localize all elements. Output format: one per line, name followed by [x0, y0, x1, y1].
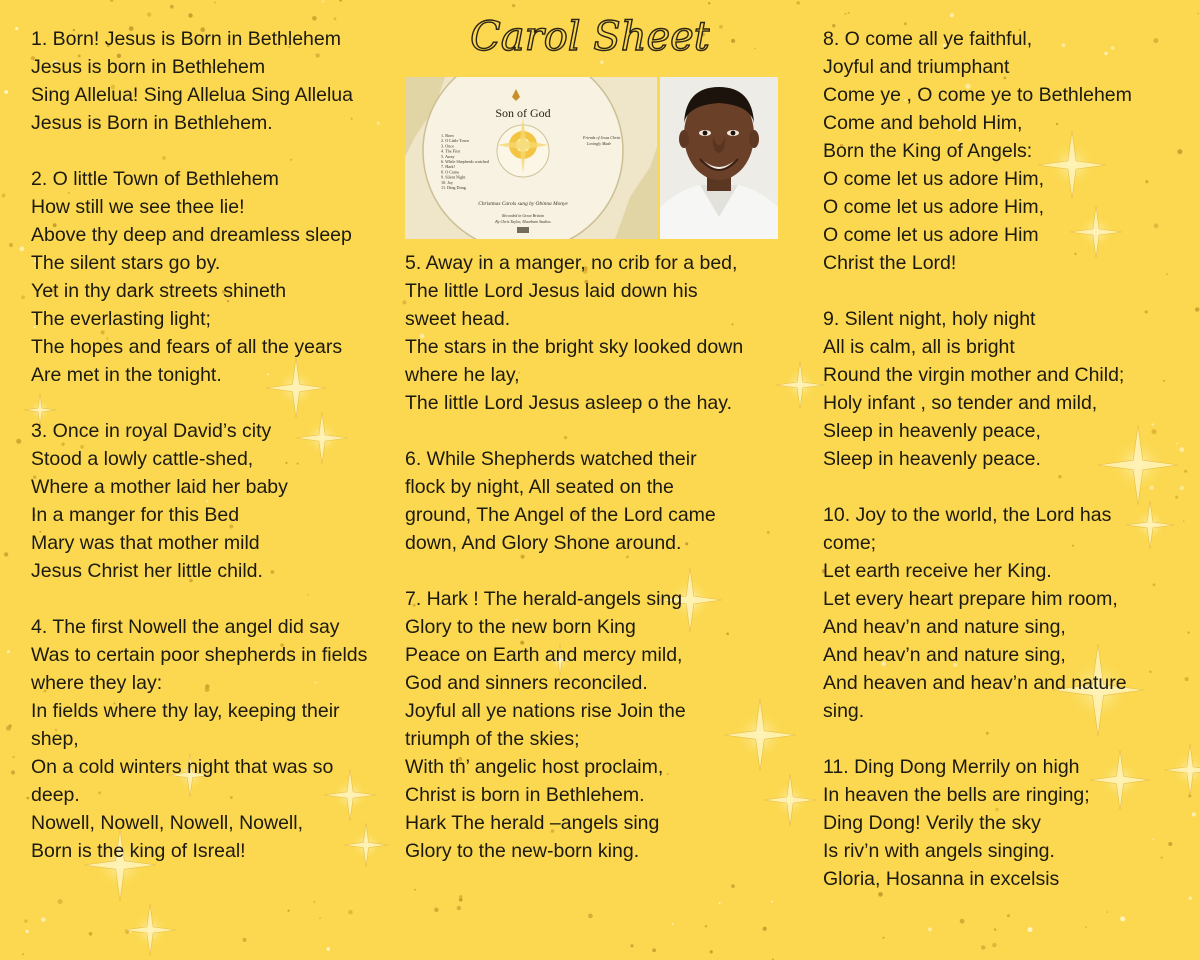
glitter-dot	[188, 13, 192, 17]
lyric-line: Christ the Lord!	[823, 252, 957, 274]
lyric-line: Glory to the new born King	[405, 616, 636, 638]
album-track: 5. Away	[441, 153, 455, 159]
glitter-dot	[588, 914, 593, 919]
lyric-line: ground, The Angel of the Lord came	[405, 504, 716, 526]
lyric-line: Round the virgin mother and Child;	[823, 364, 1125, 386]
glitter-dot	[1185, 677, 1189, 681]
glitter-dot	[434, 908, 438, 912]
lyric-line: In heaven the bells are ringing;	[823, 784, 1090, 806]
lyric-line: Joyful all ye nations rise Join the	[405, 700, 686, 722]
lyric-line: And heaven and heav’n and nature	[823, 672, 1127, 694]
lyric-line: 5. Away in a manger, no crib for a bed,	[405, 252, 738, 274]
lyric-line: Gloria, Hosanna in excelsis	[823, 868, 1060, 890]
glitter-dot	[20, 246, 25, 251]
lyric-line: The little Lord Jesus laid down his	[405, 280, 698, 302]
lyric-line: Peace on Earth and mercy mild,	[405, 644, 683, 666]
glitter-dot	[754, 48, 756, 50]
glitter-dot	[414, 889, 416, 891]
lyric-line: 3. Once in royal David’s city	[31, 420, 272, 442]
sparkle-star	[124, 904, 176, 956]
glitter-dot	[672, 923, 674, 925]
lyric-line: 8. O come all ye faithful,	[823, 28, 1033, 50]
glitter-dot	[1198, 13, 1200, 15]
lyric-line: In fields where thy lay, keeping their	[31, 700, 340, 722]
album-track: 10. Joy	[441, 179, 454, 185]
glitter-dot	[1188, 631, 1190, 633]
lyric-line: With th’ angelic host proclaim,	[405, 756, 664, 778]
glitter-dot	[2, 194, 6, 198]
glitter-dot	[459, 895, 462, 898]
album-title: Son of God	[495, 106, 551, 120]
lyric-line: All is calm, all is bright	[823, 336, 1015, 358]
carol-column-left	[31, 25, 401, 865]
glitter-dot	[11, 770, 15, 774]
stanza-gap	[31, 389, 401, 417]
lyric-line: triumph of the skies;	[405, 728, 580, 750]
stanza-gap	[31, 137, 401, 165]
glitter-dot	[21, 296, 25, 300]
lyric-line: flock by night, All seated on the	[405, 476, 674, 498]
album-caption: Christmas Carols sung by Obinna Monye	[478, 201, 568, 207]
album-credit-1: Recorded in Great Britain	[502, 213, 544, 218]
lyric-line: Ding Dong! Verily the sky	[823, 812, 1041, 834]
glitter-dot	[1028, 927, 1033, 932]
glitter-dot	[147, 12, 151, 16]
lyric-line: O come let us adore Him,	[823, 196, 1045, 218]
glitter-dot	[26, 797, 29, 800]
lyric-line: 11. Ding Dong Merrily on high	[823, 756, 1080, 778]
glitter-dot	[110, 0, 113, 2]
lyric-line: God and sinners reconciled.	[405, 672, 648, 694]
glitter-dot	[4, 90, 8, 94]
lyric-line: Sing Allelua! Sing Allelua Sing Allelua	[31, 84, 353, 106]
glitter-dot	[1106, 911, 1108, 913]
glitter-dot	[950, 13, 954, 17]
stanza-gap	[31, 585, 401, 613]
glitter-dot	[981, 945, 985, 949]
glitter-dot	[771, 901, 773, 903]
lyric-line: Hark The herald –angels sing	[405, 812, 660, 834]
glitter-dot	[41, 917, 45, 921]
glitter-dot	[1192, 812, 1196, 816]
album-track: 8. O Come	[441, 169, 460, 175]
sheet-title	[470, 4, 710, 68]
lyric-line: 6. While Shepherds watched their	[405, 448, 697, 470]
lyric-line: Above thy deep and dreamless sleep	[31, 224, 352, 246]
glitter-dot	[26, 930, 29, 933]
glitter-dot	[1120, 916, 1125, 921]
lyric-line: And heav’n and nature sing,	[823, 616, 1066, 638]
glitter-dot	[1007, 914, 1010, 917]
lyric-line: Come and behold Him,	[823, 112, 1023, 134]
lyric-line: shep,	[31, 728, 79, 750]
album-track: 7. Hark!	[441, 164, 455, 170]
glitter-dot	[960, 919, 965, 924]
glitter-dot	[312, 16, 317, 21]
album-track: 6. While Shepherds watched	[441, 159, 489, 164]
lyric-line: 2. O little Town of Bethlehem	[31, 168, 279, 190]
stanza-gap	[405, 557, 785, 585]
lyric-line: The little Lord Jesus asleep o the hay.	[405, 392, 732, 414]
lyric-line: The silent stars go by.	[31, 252, 221, 274]
glitter-dot	[322, 0, 324, 2]
glitter-dot	[994, 928, 996, 930]
lyric-line: 7. Hark ! The herald-angels sing	[405, 588, 683, 610]
glitter-dot	[58, 899, 63, 904]
lyric-line: Nowell, Nowell, Nowell, Nowell,	[31, 812, 304, 834]
album-credit-2: By Chris Taylor, Maarham Studios	[495, 219, 551, 224]
lyric-line: 10. Joy to the world, the Lord has	[823, 504, 1112, 526]
glitter-dot	[9, 243, 13, 247]
glitter-dot	[313, 901, 315, 903]
glitter-dot	[1189, 897, 1192, 900]
lyric-line: Jesus is Born in Bethlehem.	[31, 112, 273, 134]
glitter-dot	[16, 439, 21, 444]
carol-column-middle	[405, 249, 785, 865]
lyric-line: where he lay,	[405, 364, 520, 386]
glitter-dot	[731, 884, 735, 888]
lyric-line: down, And Glory Shone around.	[405, 532, 682, 554]
glitter-dot	[287, 910, 289, 912]
lyric-line: Sleep in heavenly peace.	[823, 448, 1041, 470]
glitter-dot	[459, 898, 463, 902]
lyric-line: sweet head.	[405, 308, 511, 330]
lyric-line: come;	[823, 532, 877, 554]
lyric-line: sing.	[823, 700, 865, 722]
lyric-line: Let earth receive her King.	[823, 560, 1052, 582]
glitter-dot	[22, 953, 24, 955]
lyric-line: Yet in thy dark streets shineth	[31, 280, 287, 302]
glitter-dot	[652, 948, 656, 952]
lyric-line: Joyful and triumphant	[823, 56, 1010, 78]
glitter-dot	[6, 726, 11, 731]
glitter-dot	[731, 39, 735, 43]
lyric-line: Glory to the new-born king.	[405, 840, 640, 862]
singer-portrait	[660, 77, 778, 239]
glitter-dot	[319, 917, 321, 919]
glitter-dot	[797, 1, 800, 4]
lyric-line: The stars in the bright sky looked down	[405, 336, 744, 358]
lyric-line: O come let us adore Him,	[823, 168, 1045, 190]
glitter-dot	[1195, 307, 1199, 311]
lyric-line: Come ye , O come ye to Bethlehem	[823, 84, 1132, 106]
album-track: 1. Born	[441, 133, 454, 138]
glitter-dot	[992, 943, 996, 947]
lyric-line: Was to certain poor shepherds in fields	[31, 644, 368, 666]
glitter-dot	[89, 932, 93, 936]
lyric-line: Holy infant , so tender and mild,	[823, 392, 1098, 414]
stanza-gap	[823, 473, 1183, 501]
glitter-dot	[348, 910, 352, 914]
glitter-dot	[705, 925, 708, 928]
carol-column-right	[823, 25, 1183, 893]
lyric-line: Is riv’n with angels singing.	[823, 840, 1055, 862]
glitter-dot	[630, 944, 633, 947]
lyric-line: Christ is born in Bethlehem.	[405, 784, 645, 806]
album-track: 4. The First	[441, 148, 461, 154]
glitter-dot	[763, 927, 767, 931]
glitter-dot	[214, 2, 216, 4]
lyric-line: deep.	[31, 784, 80, 806]
lyric-line: 4. The first Nowell the angel did say	[31, 616, 340, 638]
lyric-line: Born the King of Angels:	[823, 140, 1033, 162]
glitter-dot	[719, 25, 723, 29]
glitter-dot	[848, 12, 850, 14]
glitter-dot	[1183, 520, 1185, 522]
lyric-line: 9. Silent night, holy night	[823, 308, 1036, 330]
lyric-line: Jesus Christ her little child.	[31, 560, 263, 582]
album-track: 9. Silent Night	[441, 174, 466, 180]
glitter-dot	[334, 17, 337, 20]
album-cover-image	[405, 77, 657, 239]
lyric-line: O come let us adore Him	[823, 224, 1039, 246]
album-track: 11. Ding Dong	[441, 185, 466, 190]
lyric-line: Mary was that mother mild	[31, 532, 260, 554]
album-track: 3. Once	[441, 143, 455, 149]
glitter-dot	[327, 947, 330, 950]
glitter-dot	[24, 919, 27, 922]
lyric-line: where they lay:	[31, 672, 163, 694]
glitter-dot	[457, 906, 461, 910]
glitter-dot	[170, 5, 174, 9]
album-side-text-1: Friends of Jesus Christ	[583, 135, 621, 140]
glitter-dot	[1085, 926, 1087, 928]
lyric-line: 1. Born! Jesus is Born in Bethlehem	[31, 28, 341, 50]
lyric-line: Stood a lowly cattle-shed,	[31, 448, 254, 470]
lyric-line: How still we see thee lie!	[31, 196, 245, 218]
album-track: 2. O Little Town	[441, 138, 469, 144]
glitter-dot	[7, 650, 10, 653]
lyric-line: Born is the king of Isreal!	[31, 840, 246, 862]
album-side-text-2: Lovingly Made	[587, 141, 612, 146]
glitter-dot	[928, 927, 932, 931]
glitter-dot	[12, 756, 14, 758]
glitter-dot	[15, 27, 18, 30]
lyric-line: Let every heart prepare him room,	[823, 588, 1118, 610]
lyric-line: Where a mother laid her baby	[31, 476, 288, 498]
glitter-dot	[710, 950, 713, 953]
sheet-title-text: Carol Sheet	[470, 14, 710, 60]
lyric-line: The hopes and fears of all the years	[31, 336, 343, 358]
glitter-dot	[719, 902, 721, 904]
glitter-dot	[844, 13, 846, 15]
lyric-line: Jesus is born in Bethlehem	[31, 56, 266, 78]
lyric-line: Sleep in heavenly peace,	[823, 420, 1041, 442]
stanza-gap	[405, 417, 785, 445]
lyric-line: And heav’n and nature sing,	[823, 644, 1066, 666]
stanza-gap	[823, 277, 1183, 305]
glitter-dot	[1184, 470, 1187, 473]
lyric-line: In a manger for this Bed	[31, 504, 240, 526]
glitter-dot	[339, 0, 342, 2]
lyric-line: The everlasting light;	[31, 308, 211, 330]
glitter-dot	[882, 937, 884, 939]
lyric-line: Are met in the tonight.	[31, 364, 222, 386]
glitter-dot	[4, 552, 8, 556]
glitter-dot	[243, 938, 247, 942]
lyric-line: On a cold winters night that was so	[31, 756, 334, 778]
stanza-gap	[823, 725, 1183, 753]
